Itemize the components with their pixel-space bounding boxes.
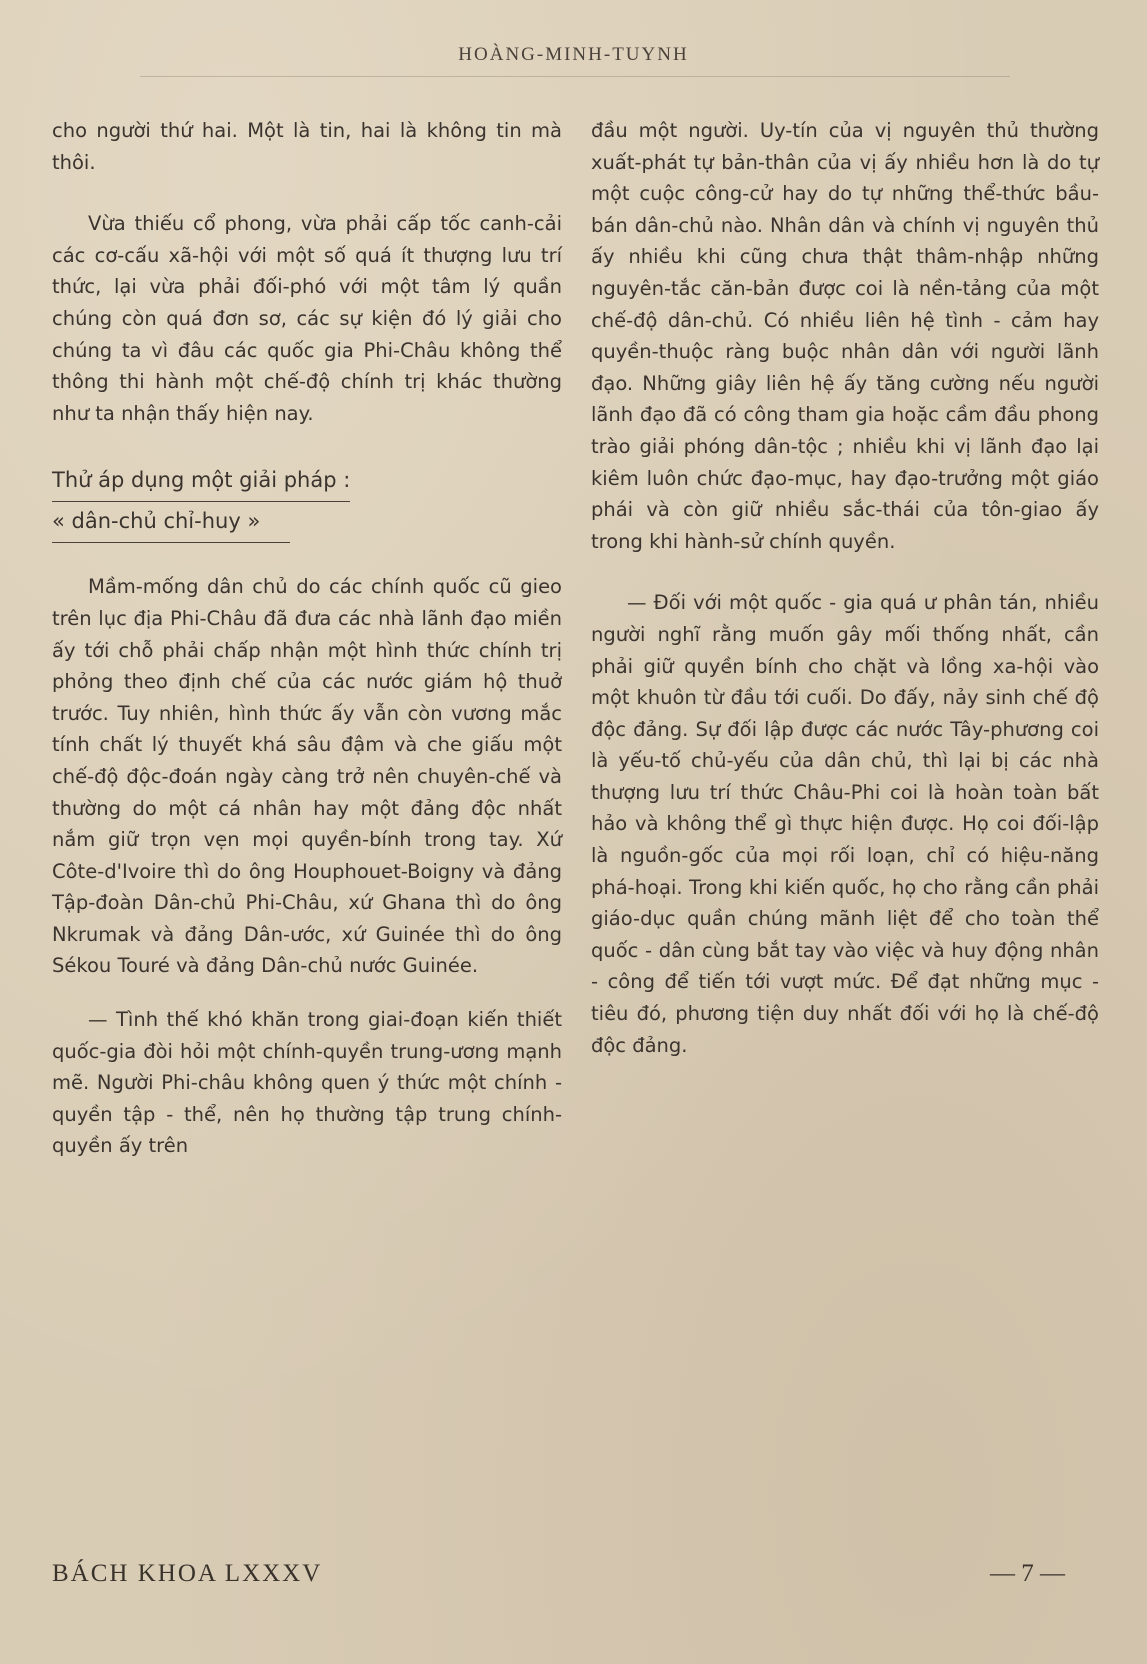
running-head-author: HOÀNG-MINH-TUYNH [458,44,689,65]
right-column [591,115,1099,1061]
right-paragraph-2: — Đối với một quốc - gia quá ư phân tán, nhiều người nghĩ rằng muốn gây mối thống nhất, cần phải giữ quyền bính cho chặt và lồng xa-hội vào một khuôn từ đầu tới cuối. Do đấy, nảy sinh chế độ độc đảng. Sự đối lập được các nước Tây-phương coi là yếu-tố chủ-yếu của dân chủ, thì lại bị các nhà thượng lưu trí thức Châu-Phi coi là hoàn toàn bất hảo và không thể gì thực hiện được. Họ coi đối-lập là nguồn-gốc của mọi rối loạn, chỉ có hiệu-năng phá-hoại. Trong khi kiến quốc, họ cho rằng cần phải giáo-dục quần chúng mãnh liệt để cho toàn thể quốc - dân cùng bắt tay vào việc và huy động nhân - công để tiến tới vượt mức. Để đạt những mục - tiêu đó, phương tiện duy nhất đối với họ là chế-độ độc đảng. [591,591,1099,1057]
section-heading-line-1: Thử áp dụng một giải pháp : [52,461,350,502]
left-paragraph-1: cho người thứ hai. Một là tin, hai là không tin mà thôi. [52,119,562,174]
publication-footer: BÁCH KHOA LXXXV [52,1560,323,1587]
section-heading [52,461,562,543]
page-number: — 7 — [990,1560,1065,1587]
header-rule [140,76,1010,77]
left-paragraph-3: Mầm-mống dân chủ do các chính quốc cũ gieo trên lục địa Phi-Châu đã đưa các nhà lãnh đạo miền ấy tới chỗ phải chấp nhận một hình thức chính trị phỏng theo định chế của các nước giám hộ thuở trước. Tuy nhiên, hình thức ấy vẫn còn vương mắc tính chất lý thuyết khá sâu đậm và che giấu một chế-độ độc-đoán ngày càng trở nên chuyên-chế và thường do một cá nhân hay một đảng độc nhất nắm giữ trọn vẹn mọi quyền-bính trong tay. Xứ Côte-d'Ivoire thì do ông Houphouet-Boigny và đảng Tập-đoàn Dân-chủ Phi-Châu, xứ Ghana thì do ông Nkrumak và đảng Dân-ước, xứ Guinée thì do ông Sékou Touré và đảng Dân-chủ nước Guinée. [52,575,562,978]
left-column [52,115,562,1162]
right-paragraph-1: đầu một người. Uy-tín của vị nguyên thủ thường xuất-phát tự bản-thân của vị ấy nhiều hơn là do tự một cuộc công-cử hay do tự những thể-thức bầu-bán dân-chủ nào. Nhân dân và chính vị nguyên thủ ấy nhiều khi cũng chưa thật thâm-nhập những nguyên-tắc căn-bản được coi là nền-tảng của một chế-độ dân-chủ. Có nhiều liên hệ tình - cảm hay quyền-thuộc ràng buộc nhân dân với người lãnh đạo. Những giây liên hệ ấy tăng cường nếu người lãnh đạo đã có công tham gia hoặc cầm đầu phong trào giải phóng dân-tộc ; nhiều khi vị lãnh đạo lại kiêm luôn chức đạo-mục, hay đạo-trưởng một giáo phái và còn giữ nhiều sắc-thái của tôn-giao ấy trong khi hành-sử chính quyền. [591,119,1099,553]
section-heading-line-2: « dân-chủ chỉ-huy » [52,502,290,543]
left-paragraph-2: Vừa thiếu cổ phong, vừa phải cấp tốc canh-cải các cơ-cấu xã-hội với một số quá ít thượng lưu trí thức, lại vừa phải đối-phó với một tâm lý quần chúng còn quá đơn sơ, các sự kiện đó lý giải cho chúng ta vì đâu các quốc gia Phi-Châu không thể thông thi hành một chế-độ chính trị khác thường như ta nhận thấy hiện nay. [52,212,562,425]
left-paragraph-4: — Tình thế khó khăn trong giai-đoạn kiến thiết quốc-gia đòi hỏi một chính-quyền trung-ương mạnh mẽ. Người Phi-châu không quen ý thức một chính - quyền tập - thể, nên họ thường tập trung chính-quyền ấy trên [52,1008,562,1158]
